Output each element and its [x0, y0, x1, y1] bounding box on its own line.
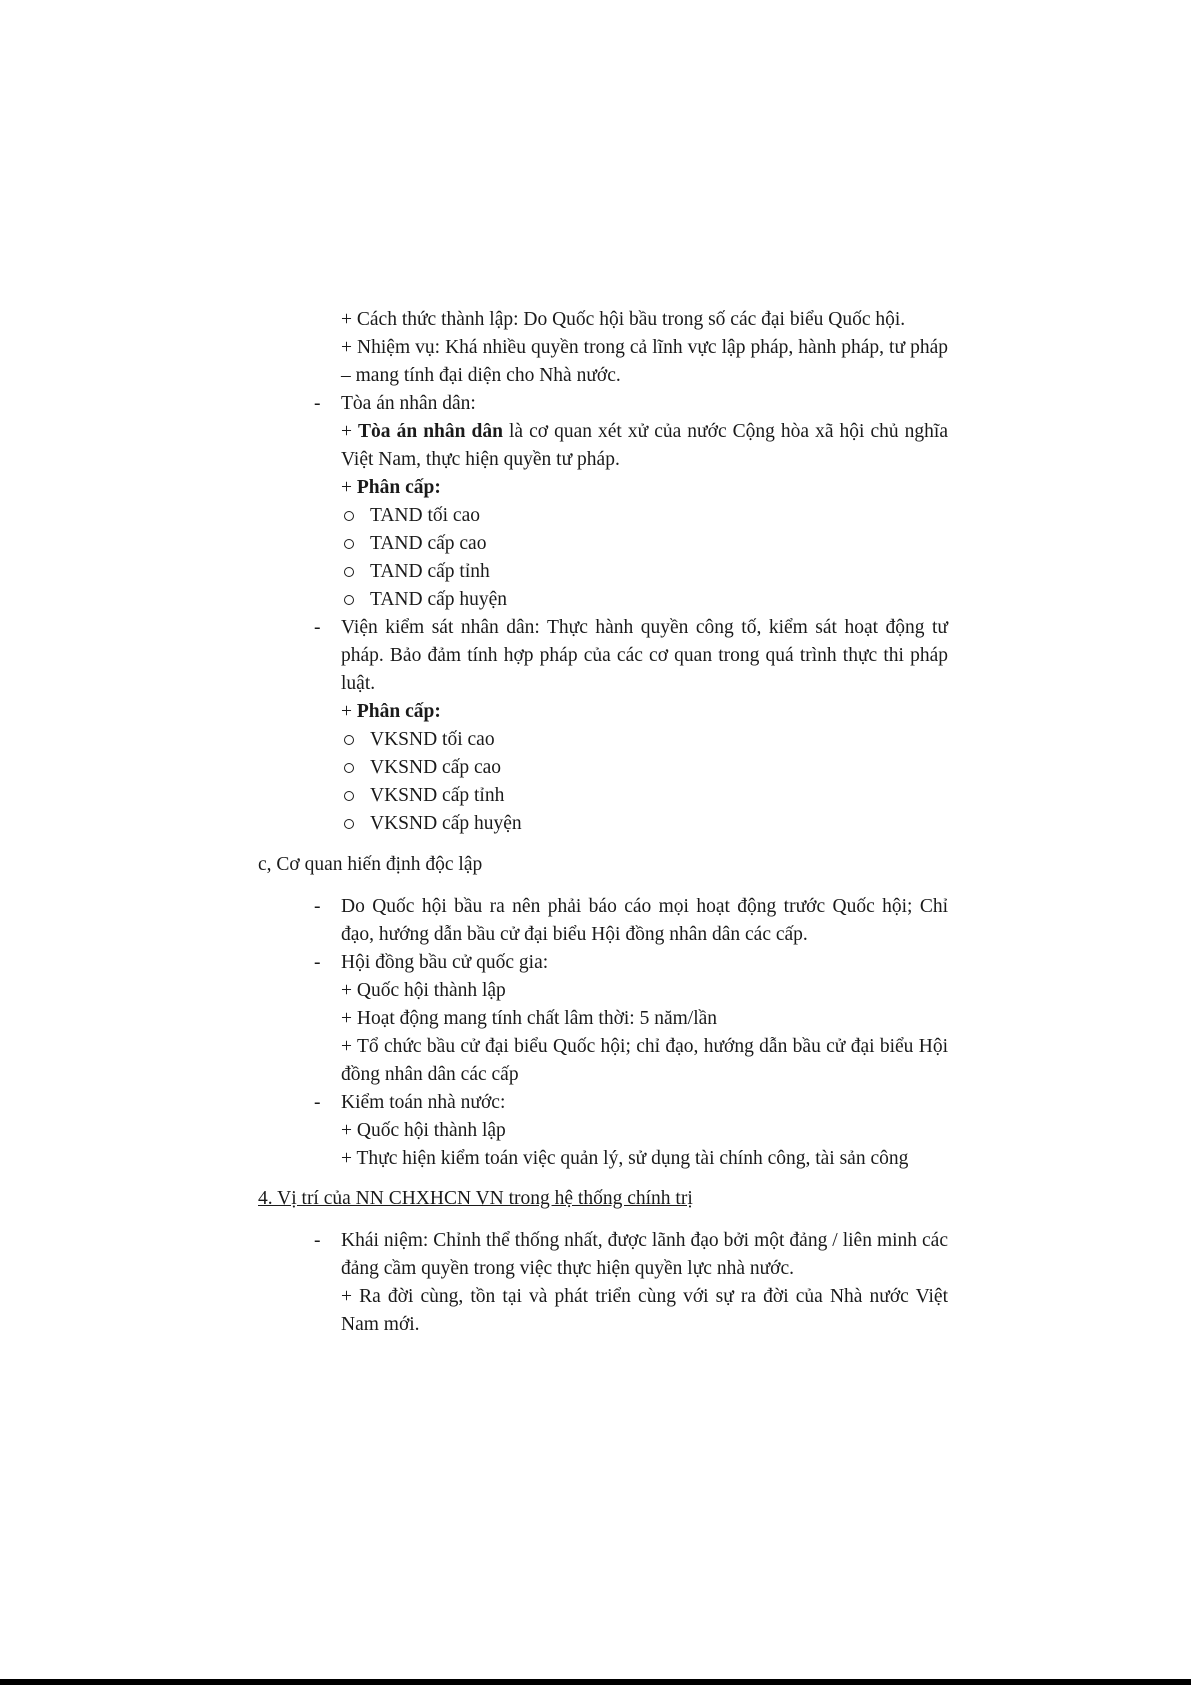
hoi-dong-title: Hội đồng bầu cử quốc gia:	[341, 952, 549, 973]
list-item	[258, 586, 948, 614]
toa-an-definition-text: là cơ quan xét xử của nước Cộng hòa xã hội chủ nghĩa Việt Nam, thực hiện quyền tư pháp.	[341, 421, 948, 470]
dash-bullet: -	[314, 1092, 321, 1113]
dash-bullet: -	[314, 617, 321, 638]
dash-bullet: -	[314, 952, 321, 973]
tand-level: TAND cấp cao	[370, 533, 487, 554]
khai-niem-text: Khái niệm: Chỉnh thể thống nhất, được lãnh đạo bởi một đảng / liên minh các đảng cầm quyền trong việc thực hiện quyền lực nhà nước.	[341, 1230, 948, 1279]
kiem-toan-item: + Thực hiện kiểm toán việc quản lý, sử dụng tài chính công, tài sản công	[341, 1148, 909, 1169]
hoi-dong-heading	[258, 949, 948, 977]
dash-bullet: -	[314, 1230, 321, 1251]
tand-level: TAND tối cao	[370, 505, 480, 526]
list-item	[258, 558, 948, 586]
toa-an-bold-term: Tòa án nhân dân	[358, 421, 503, 442]
phan-cap-label: Phân cấp:	[356, 477, 441, 498]
toa-an-phan-cap	[258, 474, 948, 502]
circle-bullet-icon	[344, 763, 354, 773]
list-item	[258, 754, 948, 782]
page-content	[258, 306, 948, 1339]
plus-prefix: +	[341, 701, 357, 722]
toa-an-definition	[258, 418, 948, 474]
toa-an-title: Tòa án nhân dân:	[341, 393, 476, 414]
list-item	[258, 502, 948, 530]
dash-bullet: -	[314, 896, 321, 917]
circle-bullet-icon	[344, 791, 354, 801]
plus-prefix: +	[341, 477, 357, 498]
khai-niem	[258, 1227, 948, 1283]
vksnd-level: VKSND tối cao	[370, 729, 495, 750]
hoi-dong-item: + Hoạt động mang tính chất lâm thời: 5 năm/lần	[341, 1008, 718, 1029]
section-c-heading: c, Cơ quan hiến định độc lập	[258, 854, 483, 875]
list-item	[258, 782, 948, 810]
vks-phan-cap	[258, 698, 948, 726]
phan-cap-label: Phân cấp:	[356, 701, 441, 722]
circle-bullet-icon	[344, 819, 354, 829]
tand-level: TAND cấp tỉnh	[370, 561, 490, 582]
kiem-toan-heading	[258, 1089, 948, 1117]
bottom-edge-bar	[0, 1679, 1191, 1685]
vien-kiem-sat-text: Viện kiểm sát nhân dân: Thực hành quyền công tố, kiểm sát hoạt động tư pháp. Bảo đảm tính hợp pháp của các cơ quan trong quá trình thực thi pháp luật.	[341, 617, 948, 694]
vien-kiem-sat	[258, 614, 948, 698]
circle-bullet-icon	[344, 595, 354, 605]
hoi-dong-item: + Tổ chức bầu cử đại biểu Quốc hội; chỉ đạo, hướng dẫn bầu cử đại biểu Hội đồng nhân dân các cấp	[341, 1036, 948, 1085]
vksnd-level: VKSND cấp tỉnh	[370, 785, 505, 806]
kiem-toan-title: Kiểm toán nhà nước:	[341, 1092, 506, 1113]
kiem-toan-item: + Quốc hội thành lập	[341, 1120, 506, 1141]
cach-thuc-thanh-lap: + Cách thức thành lập: Do Quốc hội bầu trong số các đại biểu Quốc hội.	[341, 309, 906, 330]
list-item	[258, 810, 948, 838]
plus-prefix: +	[341, 421, 359, 442]
nhiem-vu: + Nhiệm vụ: Khá nhiều quyền trong cả lĩnh vực lập pháp, hành pháp, tư pháp – mang tính đại diện cho Nhà nước.	[341, 337, 948, 386]
list-item	[258, 530, 948, 558]
circle-bullet-icon	[344, 511, 354, 521]
hoi-dong-item: + Quốc hội thành lập	[341, 980, 506, 1001]
tand-level: TAND cấp huyện	[370, 589, 508, 610]
vksnd-level: VKSND cấp huyện	[370, 813, 522, 834]
ra-doi: + Ra đời cùng, tồn tại và phát triển cùng với sự ra đời của Nhà nước Việt Nam mới.	[341, 1286, 948, 1335]
toa-an-heading	[258, 390, 948, 418]
circle-bullet-icon	[344, 567, 354, 577]
dash-bullet: -	[314, 393, 321, 414]
list-item	[258, 726, 948, 754]
section-c-intro	[258, 893, 948, 949]
vksnd-level: VKSND cấp cao	[370, 757, 502, 778]
circle-bullet-icon	[344, 539, 354, 549]
circle-bullet-icon	[344, 735, 354, 745]
section-4-heading: 4. Vị trí của NN CHXHCN VN trong hệ thống chính trị	[258, 1188, 693, 1209]
section-c-intro-text: Do Quốc hội bầu ra nên phải báo cáo mọi hoạt động trước Quốc hội; Chỉ đạo, hướng dẫn bầu cử đại biểu Hội đồng nhân dân các cấp.	[341, 896, 948, 945]
